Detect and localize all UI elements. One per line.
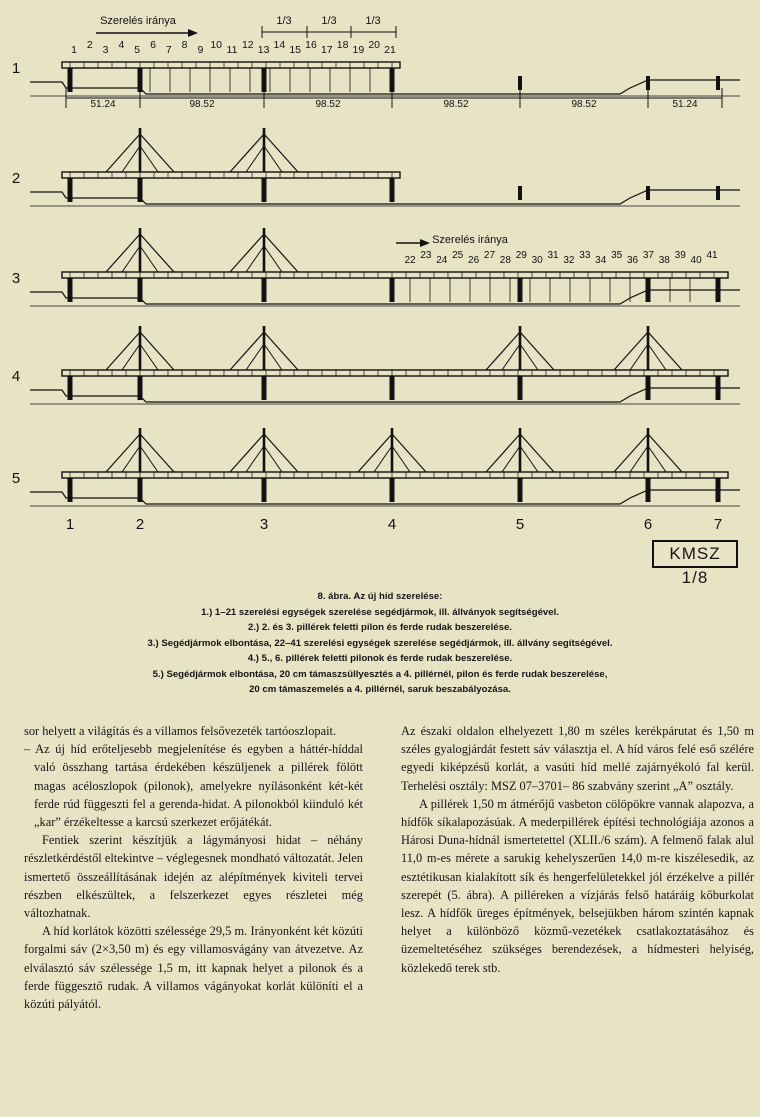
pier: [390, 478, 395, 502]
unit-number-label: 37: [642, 250, 654, 261]
pier: [390, 278, 395, 302]
stage-number-label: 2: [11, 170, 21, 187]
paragraph: Fentiek szerint készítjük a lágymányosi hidat – néhány részletkérdéstől eltekintve – véglegesnek mondható változatát. Jelen ismertető összeállításának idején az alépítmények kiviteli tervei részben elkészültek, a felszerkezet egyes részletei még változhatnak.: [24, 833, 363, 921]
caption-item: 2.) 2. és 3. pillérek feletti pilon és ferde rudak beszerelése.: [248, 622, 512, 633]
paragraph: A híd korlátok közötti szélessége 29,5 m. Irányonként két közúti forgalmi sáv (2×3,50 m) és egy villamosvágány van átvezetve. Az elválasztó sáv szélessége 1,5 m, itt kapnak helyet a pilonok és a ferde függesztő rudak. A villamos vágányokat korlát különíti el a közúti pályától.: [24, 924, 363, 1012]
stay-cable: [648, 446, 666, 472]
unit-number-label: 21: [384, 44, 396, 56]
stay-cable: [246, 246, 264, 272]
drawing-stamp: KMSZ 1/8: [652, 540, 738, 568]
arrow-head-icon: [420, 239, 430, 247]
unit-number-label: 36: [626, 255, 639, 266]
stay-cable: [648, 344, 666, 370]
unit-number-label: 10: [210, 39, 223, 51]
bridge-deck: [62, 472, 728, 478]
unit-number-label: 13: [257, 44, 270, 56]
pier-number-label: 7: [713, 516, 723, 533]
unit-number-label: 30: [531, 255, 543, 266]
unit-number-label: 20: [368, 39, 381, 51]
pier: [518, 76, 522, 90]
span-length-label: 51.24: [672, 99, 698, 110]
unit-number-label: 9: [197, 44, 204, 56]
stay-cable: [122, 344, 140, 370]
pier: [518, 376, 523, 400]
stay-cable: [264, 246, 282, 272]
construction-stage: [30, 228, 740, 306]
figure-caption: [0, 589, 760, 698]
stay-cable: [122, 246, 140, 272]
ground-profile: [30, 190, 740, 204]
unit-number-label: 7: [165, 44, 172, 56]
pier: [262, 376, 267, 400]
pier-number-label: 2: [135, 516, 145, 533]
pier: [646, 478, 651, 502]
paragraph: A pillérek 1,50 m átmérőjű vasbeton cölöpökre vannak alapozva, a hídfők síkalapozásúak. A mederpillérek építési technológiája azonos a Hárosi Duna-hídnál ismertetettel (XLII./6 szám). A felmenő falak alul 11,0 m-es mérete a sarukig kehelyszerűen 14,0 m-re kiszélesedik, az esztétikusan kialakított sík és hengerfelületekkel jól érzékelve a pillér szerepét (5. ábra). A pilléreken a vízjárás felső határáig kőburkolat lesz. A hídfők üreges építmények, belsejükben három szintén kapnak helyet a különböző közmű-vezetékek csatlakoztatásához és üzemeltetéséhez szükséges berendezések, a hídmesteri helyiség, közlekedő terek stb.: [401, 796, 754, 975]
unit-number-label: 33: [579, 250, 591, 261]
pier: [518, 278, 523, 302]
caption-item: 3.) Segédjármok elbontása, 22–41 szerelési egységek szerelése segédjármok, ill. állvány segítségével.: [147, 637, 613, 649]
pier: [68, 376, 73, 400]
caption-item: 1.) 1–21 szerelési egységek szerelése segédjármok, ill. állványok segítségével.: [201, 606, 559, 618]
pier: [68, 68, 73, 92]
stay-cable: [392, 446, 410, 472]
stay-cable: [520, 446, 538, 472]
pier: [390, 68, 395, 92]
stay-cable: [264, 146, 282, 172]
unit-number-label: 25: [452, 250, 464, 261]
bridge-deck: [62, 272, 728, 278]
left-text-column: [24, 722, 363, 1013]
bridge-deck: [62, 172, 400, 178]
bridge-deck: [62, 62, 400, 68]
construction-stage: [30, 326, 740, 404]
pier: [646, 186, 650, 200]
span-length-label: 98.52: [571, 99, 597, 110]
caption-item: 4.) 5., 6. pillérek feletti pilonok és ferde rudak beszerelése.: [247, 653, 513, 664]
thirds-label: 1/3: [276, 15, 292, 27]
unit-number-label: 35: [611, 250, 623, 261]
stay-cable: [630, 344, 648, 370]
unit-number-label: 1: [71, 44, 77, 56]
unit-number-label: 26: [468, 255, 480, 266]
paragraph: Az északi oldalon elhelyezett 1,80 m széles kerékpárutat és 1,50 m széles gyalogjárdát festett sáv választja el. A híd város felé eső szélére egyedi kiképzésű korlát, a vasúti híd mellé zajárnyékoló fal kerül. Terhelési osztály: MSZ 07–3701– 86 szabvány szerint „A” osztály.: [401, 724, 754, 793]
construction-stage: [30, 428, 740, 506]
stay-cable: [264, 344, 282, 370]
ground-profile: [30, 290, 740, 304]
ground-profile: [30, 80, 740, 94]
unit-number-label: 12: [241, 39, 254, 51]
stay-cable: [502, 344, 520, 370]
unit-number-label: 8: [181, 39, 188, 51]
stage-number-label: 3: [11, 270, 21, 287]
stage-number-label: 1: [11, 60, 21, 77]
construction-stage: [30, 62, 740, 96]
caption-title: 8. ábra. Az új híd szerelése:: [317, 591, 443, 602]
pier-number-label: 3: [259, 516, 269, 533]
pier: [646, 76, 650, 90]
stay-cable: [246, 446, 264, 472]
stay-cable: [122, 146, 140, 172]
span-length-label: 51.24: [90, 99, 116, 110]
stage-number-label: 4: [11, 368, 21, 385]
pier-number-label: 6: [643, 516, 653, 533]
pier-number-label: 5: [515, 516, 525, 533]
pier: [262, 178, 267, 202]
span-length-label: 98.52: [189, 99, 215, 110]
unit-number-label: 3: [102, 44, 109, 56]
unit-number-label: 11: [226, 44, 238, 56]
stay-cable: [502, 446, 520, 472]
pier: [138, 478, 143, 502]
pier: [646, 376, 651, 400]
pier: [716, 478, 721, 502]
pier: [138, 178, 143, 202]
stay-cable: [140, 344, 158, 370]
caption-item: 20 cm támaszemelés a 4. pillérnél, saruk beszabályozása.: [249, 684, 511, 695]
unit-number-label: 38: [658, 255, 670, 266]
unit-number-label: 2: [86, 39, 93, 51]
unit-number-label: 19: [352, 44, 365, 56]
pier: [138, 68, 143, 92]
pier: [138, 278, 143, 302]
unit-number-label: 4: [118, 39, 125, 51]
pier: [262, 68, 267, 92]
span-length-label: 98.52: [443, 99, 469, 110]
pier: [138, 376, 143, 400]
pier: [716, 278, 721, 302]
unit-number-label: 29: [515, 250, 527, 261]
unit-number-label: 31: [547, 250, 559, 261]
paragraph: – Az új híd erőteljesebb megjelenítése és egyben a háttér-híddal való összhang tartása érdekében készüljenek a pillérek fölött magas acéloszlopok (pilonok), amelyekre nyílásonként két-két ferde rúd függeszti fel a gerenda-hidat. A pilonokból kiinduló két „kar” érzékeltesse a karcsú szerkezet erőjátékát.: [24, 742, 363, 830]
pier: [390, 178, 395, 202]
stay-cable: [374, 446, 392, 472]
unit-number-label: 16: [305, 39, 317, 51]
unit-number-label: 22: [404, 255, 416, 266]
stay-cable: [246, 146, 264, 172]
unit-number-label: 28: [499, 255, 511, 266]
arrow-head-icon: [188, 29, 198, 37]
paragraph: sor helyett a világítás és a villamos felsővezeték tartóoszlopait.: [24, 724, 337, 738]
unit-number-label: 5: [134, 44, 141, 56]
ground-profile: [30, 388, 740, 402]
pier: [390, 376, 395, 400]
bridge-deck: [62, 370, 728, 376]
unit-number-label: 14: [273, 39, 286, 51]
unit-number-label: 34: [595, 255, 607, 266]
pier: [716, 186, 720, 200]
pier-number-label: 4: [387, 516, 397, 533]
unit-number-label: 27: [483, 250, 496, 261]
pier: [68, 278, 73, 302]
thirds-label: 1/3: [321, 15, 337, 27]
thirds-label: 1/3: [365, 15, 381, 27]
stay-cable: [630, 446, 648, 472]
construction-stage: [30, 128, 740, 206]
caption-item: 5.) Segédjármok elbontása, 20 cm támaszsüllyesztés a 4. pillérnél, pilon és ferde rudak beszerelése,: [152, 668, 608, 680]
pier: [68, 478, 73, 502]
span-length-label: 98.52: [315, 99, 341, 110]
unit-number-label: 17: [320, 44, 333, 56]
unit-number-label: 40: [690, 255, 702, 266]
stay-cable: [122, 446, 140, 472]
pier: [68, 178, 73, 202]
pier: [716, 76, 720, 90]
unit-number-label: 23: [420, 250, 432, 261]
direction-label: Szerelés iránya: [100, 15, 176, 27]
right-text-column: [401, 722, 754, 977]
stay-cable: [140, 246, 158, 272]
unit-number-label: 32: [563, 255, 575, 266]
stay-cable: [264, 446, 282, 472]
unit-number-label: 15: [289, 44, 302, 56]
pier: [262, 278, 267, 302]
ground-profile: [30, 490, 740, 504]
pier: [716, 376, 721, 400]
direction-label: Szerelés iránya: [432, 234, 508, 246]
pier: [518, 186, 522, 200]
stay-cable: [246, 344, 264, 370]
unit-number-label: 18: [336, 39, 349, 51]
stay-cable: [140, 146, 158, 172]
pier: [518, 478, 523, 502]
unit-number-label: 6: [150, 39, 156, 51]
unit-number-label: 39: [674, 250, 686, 261]
stay-cable: [140, 446, 158, 472]
pier: [262, 478, 267, 502]
unit-number-label: 24: [436, 255, 448, 266]
stay-cable: [520, 344, 538, 370]
stage-number-label: 5: [11, 470, 21, 487]
pier-number-label: 1: [65, 516, 75, 533]
unit-number-label: 41: [706, 250, 718, 261]
